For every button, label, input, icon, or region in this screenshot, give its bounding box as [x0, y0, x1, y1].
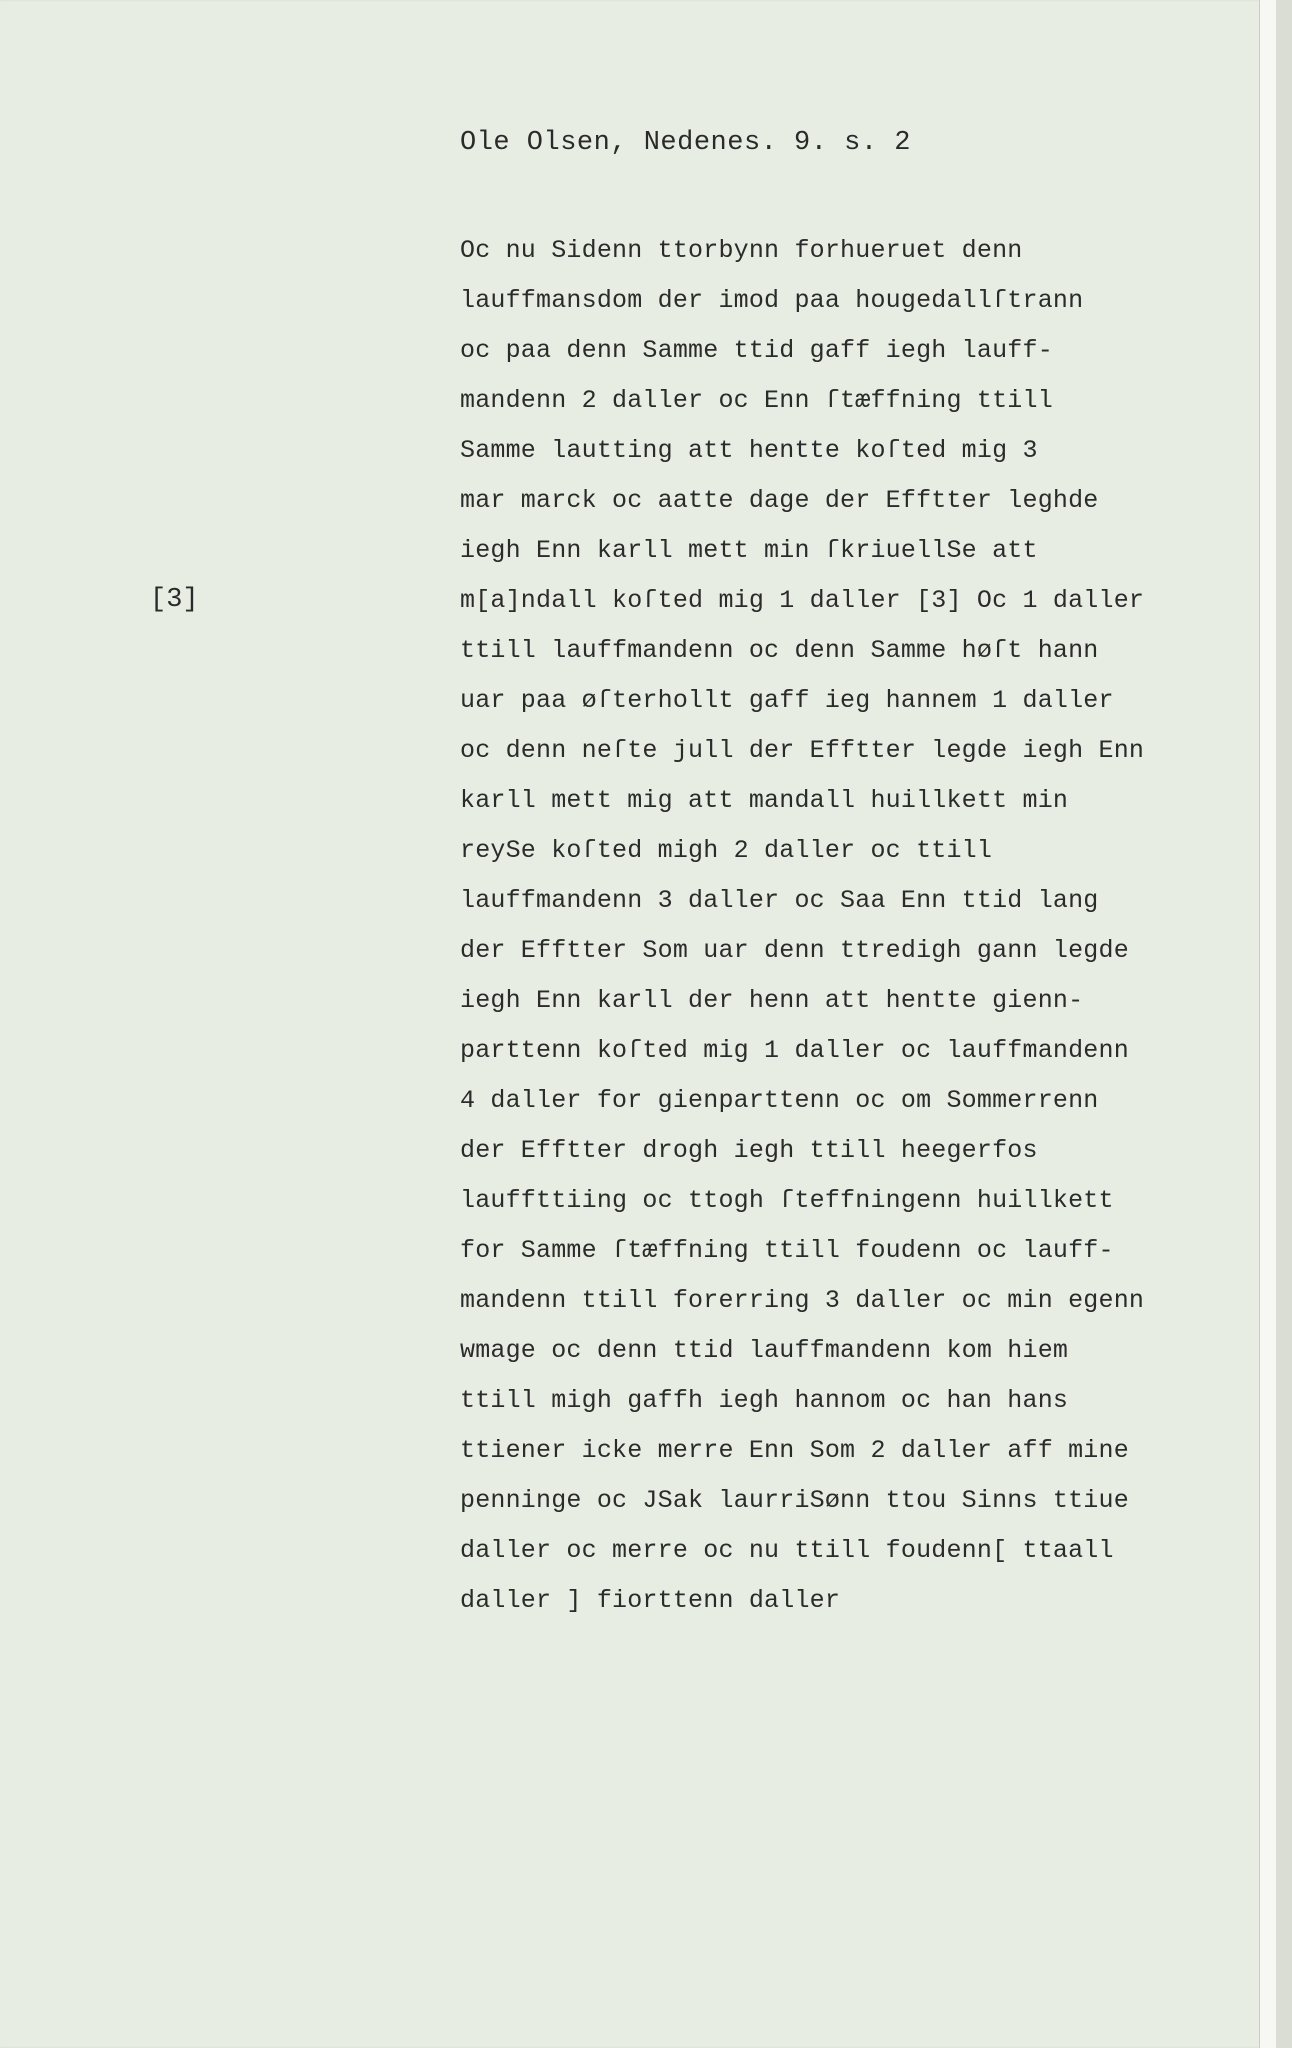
- text-line: wmage oc denn ttid lauffmandenn kom hiem: [460, 1336, 1069, 1365]
- text-line: Oc nu Sidenn ttorbynn forhueruet denn: [460, 236, 1023, 265]
- text-line: ttill lauffmandenn oc denn Samme høſt hann: [460, 636, 1099, 665]
- page-header: Ole Olsen, Nedenes. 9. s. 2: [460, 128, 911, 158]
- text-line: daller ] fiorttenn daller: [460, 1586, 841, 1615]
- text-line: oc paa denn Samme ttid gaff iegh lauff-: [460, 336, 1053, 365]
- text-line: mandenn ttill forerring 3 daller oc min egenn: [460, 1286, 1145, 1315]
- text-line: der Efftter Som uar denn ttredigh gann legde: [460, 936, 1129, 965]
- text-line: lauffmansdom der imod paa hougedallſtrann: [460, 286, 1084, 315]
- text-line: penninge oc JSak laurriSønn ttou Sinns ttiue: [460, 1486, 1129, 1515]
- text-line: reySe koſted migh 2 daller oc ttill: [460, 836, 993, 865]
- text-line: ttill migh gaffh iegh hannom oc han hans: [460, 1386, 1069, 1415]
- text-line: Samme lautting att hentte koſted mig 3: [460, 436, 1038, 465]
- text-line: lauffmandenn 3 daller oc Saa Enn ttid lang: [460, 886, 1099, 915]
- text-line: karll mett mig att mandall huillkett min: [460, 786, 1069, 815]
- text-line: ttiener icke merre Enn Som 2 daller aff mine: [460, 1436, 1129, 1465]
- text-line: der Efftter drogh iegh ttill heegerfos: [460, 1136, 1038, 1165]
- text-line: for Samme ſtæffning ttill foudenn oc lauff-: [460, 1236, 1114, 1265]
- text-line: iegh Enn karll mett min ſkriuellSe att: [460, 536, 1038, 565]
- text-line: iegh Enn karll der henn att hentte gienn-: [460, 986, 1084, 1015]
- text-line: m[a]ndall koſted mig 1 daller [3] Oc 1 daller: [460, 586, 1145, 615]
- text-line: 4 daller for gienparttenn oc om Sommerrenn: [460, 1086, 1099, 1115]
- margin-page-number: [3]: [150, 585, 199, 615]
- text-line: mar marck oc aatte dage der Efftter leghde: [460, 486, 1099, 515]
- text-line: uar paa øſterhollt gaff ieg hannem 1 daller: [460, 686, 1114, 715]
- page-edge: [1259, 0, 1276, 2048]
- text-line: lauffttiing oc ttogh ſteffningenn huillkett: [460, 1186, 1114, 1215]
- transcription-body: [460, 226, 1180, 1626]
- text-line: parttenn koſted mig 1 daller oc lauffmandenn: [460, 1036, 1129, 1065]
- text-line: daller oc merre oc nu ttill foudenn[ ttaall: [460, 1536, 1114, 1565]
- text-line: oc denn neſte jull der Efftter legde iegh Enn: [460, 736, 1145, 765]
- text-line: mandenn 2 daller oc Enn ſtæffning ttill: [460, 386, 1053, 415]
